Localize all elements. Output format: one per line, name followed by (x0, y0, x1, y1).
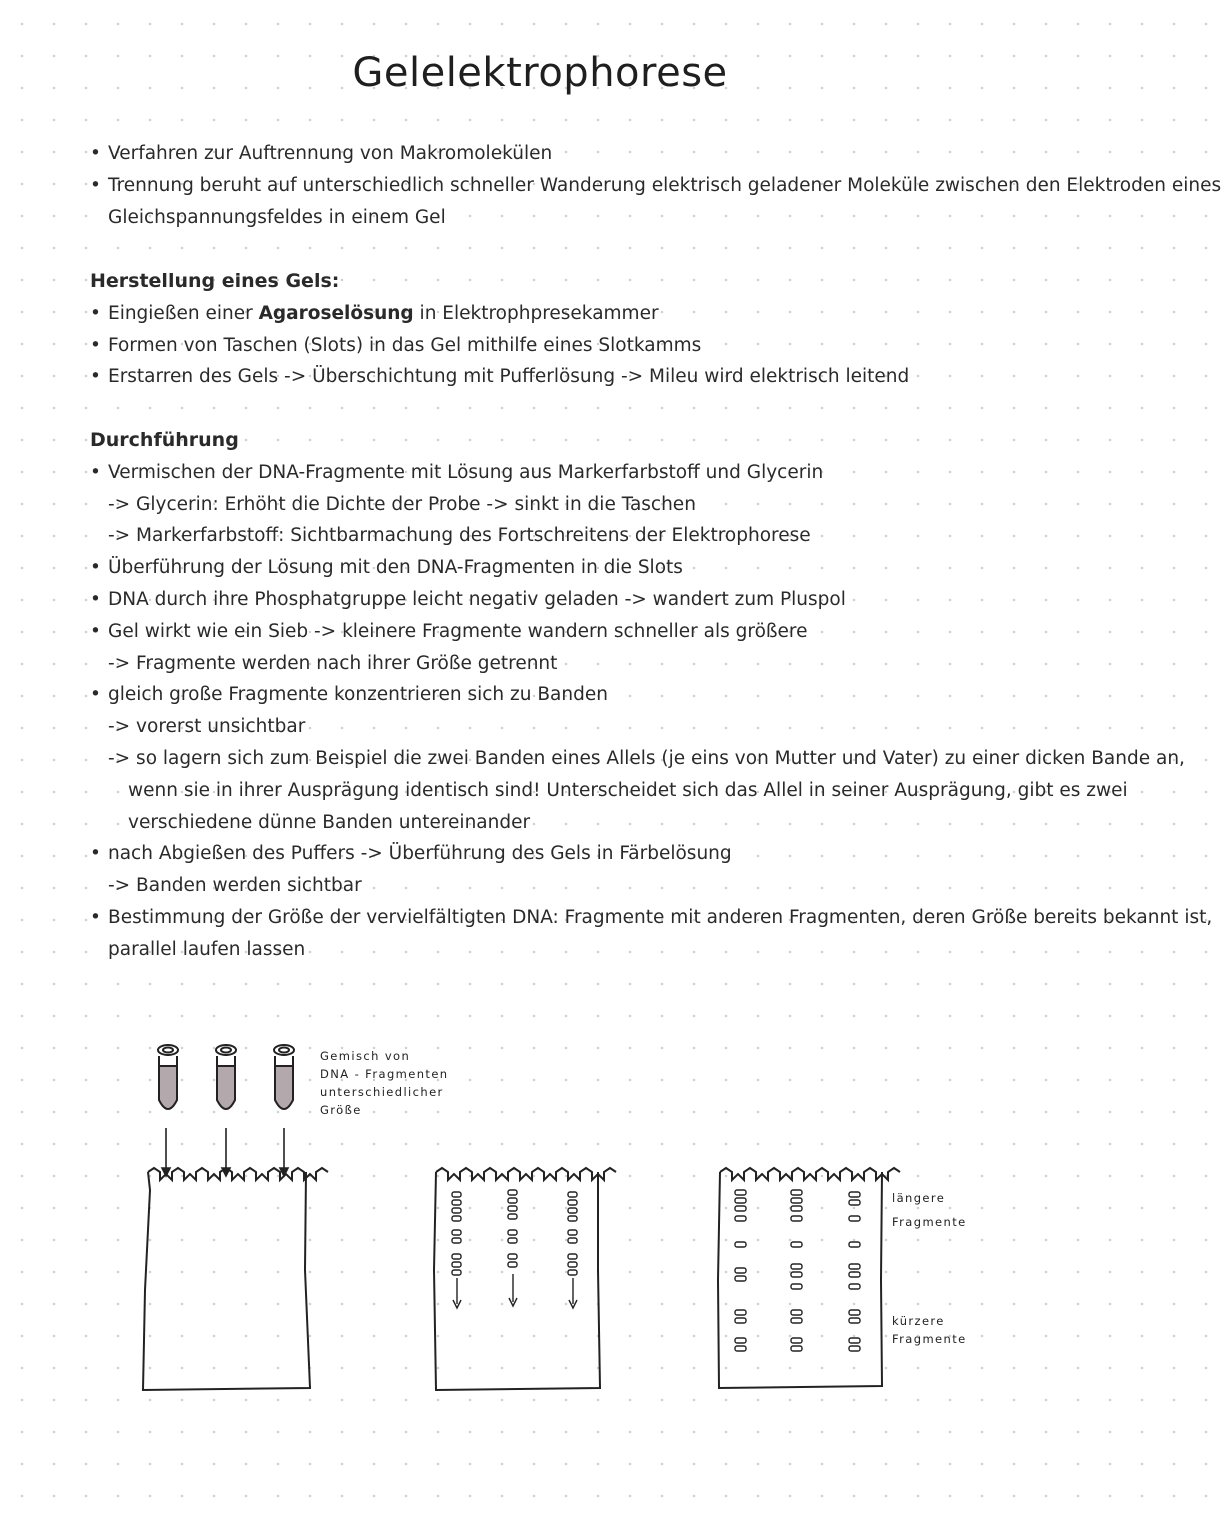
label-line: längere (892, 1191, 946, 1205)
bullet: • (90, 334, 101, 356)
sub-item: -> Banden werden sichtbar (108, 875, 362, 897)
bullet: • (90, 461, 101, 483)
list-item (90, 298, 1010, 330)
sub-item: -> Markerfarbstoff: Sichtbarmachung des Fortschreitens der Elektrophorese (108, 525, 811, 547)
section-heading: Herstellung eines Gels: (90, 270, 340, 292)
gel-3-bands (735, 1190, 860, 1351)
bullet: • (90, 843, 101, 865)
bullet: • (90, 143, 101, 164)
sub-item-continuation: wenn sie in ihrer Ausprägung identisch sind! Unterscheidet sich das Allel in seiner Ausprägung, gibt es zwei (128, 779, 1128, 801)
list-item (90, 170, 1221, 202)
bullet: • (90, 620, 101, 642)
sub-item-continuation: verschiedene dünne Banden untereinander (128, 811, 531, 833)
shorter-fragments-label (892, 1312, 967, 1348)
list-item (90, 679, 1010, 711)
list-item (90, 902, 1213, 934)
sub-item: -> vorerst unsichtbar (108, 716, 306, 738)
herstellung-section (90, 266, 1010, 393)
list-item-continuation (90, 202, 1010, 234)
list-item (90, 457, 1010, 489)
bullet: • (90, 906, 101, 928)
mixture-label-line: unterschiedlicher (320, 1085, 444, 1099)
list-item-text: nach Abgießen des Puffers -> Überführung des Gels in Färbelösung (108, 843, 732, 865)
intro-list (90, 138, 1221, 233)
section-heading: Durchführung (90, 429, 239, 451)
gel-1 (143, 1168, 328, 1390)
sub-item: -> Glycerin: Erhöht die Dichte der Probe -> sinkt in die Taschen (108, 493, 696, 515)
gel-electrophoresis-figure (0, 1020, 1080, 1440)
list-item-text: Überführung der Lösung mit den DNA-Fragmenten in die Slots (108, 557, 683, 579)
mixture-label (320, 1047, 448, 1119)
durchfuehrung-section (90, 425, 1213, 966)
list-item-text: DNA durch ihre Phosphatgruppe leicht negativ geladen -> wandert zum Pluspol (108, 588, 846, 610)
list-item-text: Verfahren zur Auftrennung von Makromolekülen (108, 143, 553, 164)
list-item-text: in Elektrophpresekammer (413, 302, 659, 324)
label-line: Fragmente (892, 1215, 967, 1229)
bullet: • (90, 174, 101, 196)
bullet: • (90, 588, 101, 610)
list-item-text: Bestimmung der Größe der vervielfältigten DNA: Fragmente mit anderen Fragmenten, deren Größe bereits bekannt ist, (108, 906, 1213, 928)
test-tube-icon (216, 1045, 236, 1109)
sub-item: -> Fragmente werden nach ihrer Größe getrennt (108, 652, 558, 674)
test-tube-icon (274, 1045, 294, 1109)
label-line: Fragmente (892, 1332, 967, 1346)
sub-item: -> so lagern sich zum Beispiel die zwei Banden eines Allels (je eins von Mutter und Vater) zu einer dicken Bande an, (108, 747, 1185, 769)
list-item (90, 552, 1010, 584)
page-title: Gelelektrophorese (352, 50, 728, 96)
bullet: • (90, 366, 101, 388)
label-line: kürzere (892, 1314, 945, 1328)
list-item (90, 616, 1010, 648)
list-item-text: Eingießen einer (108, 302, 259, 324)
list-item-text: Vermischen der DNA-Fragmente mit Lösung aus Markerfarbstoff und Glycerin (108, 461, 824, 483)
list-item-text: Formen von Taschen (Slots) in das Gel mithilfe eines Slotkamms (108, 334, 702, 356)
list-item (90, 361, 1010, 393)
longer-fragments-label (892, 1186, 967, 1234)
bullet: • (90, 557, 101, 579)
list-item-continuation: parallel laufen lassen (108, 938, 306, 960)
mixture-label-line: DNA - Fragmenten (320, 1067, 449, 1081)
bullet: • (90, 302, 101, 324)
bold-term: Agaroselösung (258, 302, 414, 324)
list-item (90, 584, 1010, 616)
test-tubes (158, 1045, 294, 1109)
mixture-label-line: Größe (320, 1103, 362, 1117)
list-item (90, 838, 1010, 870)
list-item (90, 138, 1010, 170)
test-tube-icon (158, 1045, 178, 1109)
list-item-text: Gleichspannungsfeldes in einem Gel (108, 206, 446, 228)
list-item (90, 330, 1010, 362)
list-item-text: gleich große Fragmente konzentrieren sich zu Banden (108, 684, 608, 706)
gel-2-bands (452, 1190, 577, 1308)
list-item-text: Trennung beruht auf unterschiedlich schneller Wanderung elektrisch geladener Moleküle zwischen den Elektroden eines (108, 174, 1221, 196)
bullet: • (90, 684, 101, 706)
list-item-text: Gel wirkt wie ein Sieb -> kleinere Fragmente wandern schneller als größere (108, 620, 808, 642)
mixture-label-line: Gemisch von (320, 1049, 411, 1063)
list-item-text: Erstarren des Gels -> Überschichtung mit Pufferlösung -> Mileu wird elektrisch leitend (108, 366, 910, 388)
